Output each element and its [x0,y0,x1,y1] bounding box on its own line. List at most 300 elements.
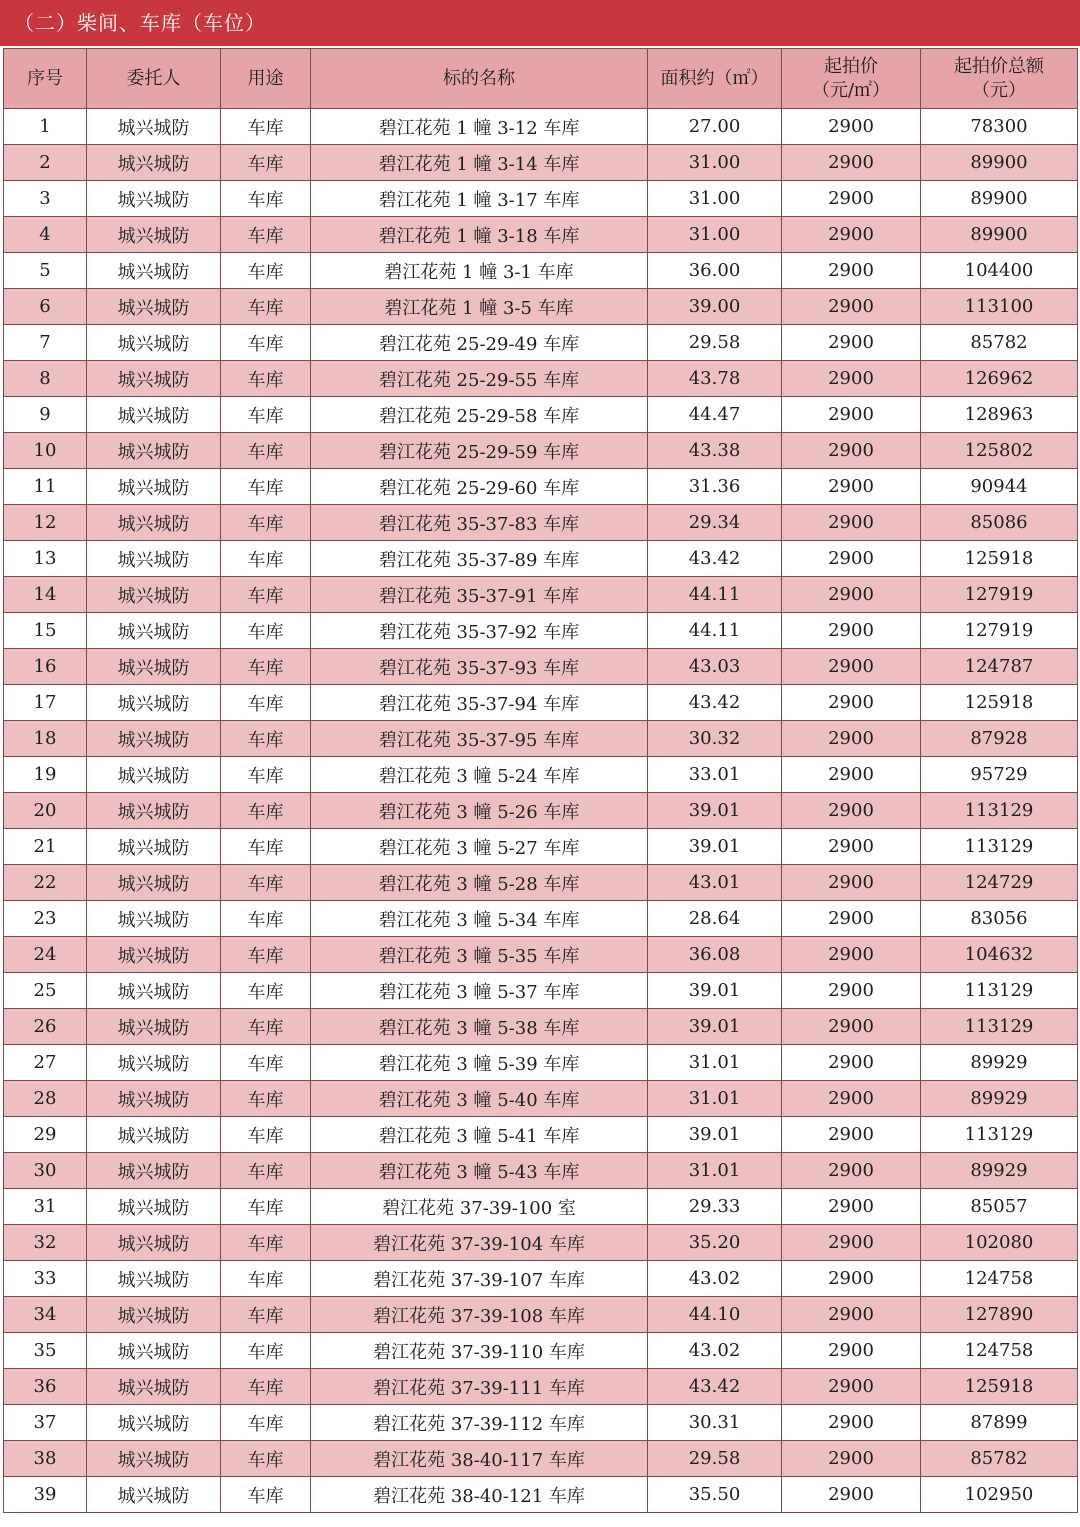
cell-use: 车库 [221,433,311,469]
cell-area: 39.01 [648,973,782,1009]
cell-name: 碧江花苑 1 幢 3-12 车库 [311,109,648,145]
col-header-use: 用途 [221,49,311,109]
table-row [4,1261,1078,1297]
cell-name: 碧江花苑 38-40-121 车库 [311,1477,648,1513]
cell-area: 28.64 [648,901,782,937]
cell-seq: 13 [4,541,87,577]
cell-seq: 14 [4,577,87,613]
cell-price: 2900 [782,1441,921,1477]
cell-seq: 2 [4,145,87,181]
cell-entrust: 城兴城防 [87,865,221,901]
table-row [4,613,1078,649]
cell-area: 35.50 [648,1477,782,1513]
cell-use: 车库 [221,1081,311,1117]
cell-price: 2900 [782,217,921,253]
cell-use: 车库 [221,1477,311,1513]
cell-entrust: 城兴城防 [87,469,221,505]
cell-name: 碧江花苑 35-37-94 车库 [311,685,648,721]
cell-price: 2900 [782,397,921,433]
cell-total: 102080 [921,1225,1078,1261]
col-header-seq: 序号 [4,49,87,109]
cell-seq: 25 [4,973,87,1009]
cell-price: 2900 [782,901,921,937]
table-row [4,289,1078,325]
cell-total: 125918 [921,1369,1078,1405]
cell-area: 36.08 [648,937,782,973]
table-row [4,757,1078,793]
table-row [4,541,1078,577]
cell-area: 43.01 [648,865,782,901]
cell-total: 113129 [921,973,1078,1009]
cell-total: 127919 [921,577,1078,613]
cell-total: 113129 [921,829,1078,865]
cell-entrust: 城兴城防 [87,1009,221,1045]
cell-use: 车库 [221,469,311,505]
cell-total: 90944 [921,469,1078,505]
cell-total: 85086 [921,505,1078,541]
cell-seq: 24 [4,937,87,973]
cell-use: 车库 [221,1009,311,1045]
col-header-area: 面积约（㎡） [648,49,782,109]
table-row [4,1369,1078,1405]
cell-total: 124758 [921,1333,1078,1369]
cell-name: 碧江花苑 3 幢 5-41 车库 [311,1117,648,1153]
cell-price: 2900 [782,1297,921,1333]
cell-entrust: 城兴城防 [87,577,221,613]
auction-table [3,48,1078,1513]
col-header-price-line1: 起拍价 [824,55,878,77]
cell-price: 2900 [782,793,921,829]
table-row [4,577,1078,613]
cell-name: 碧江花苑 3 幢 5-37 车库 [311,973,648,1009]
cell-price: 2900 [782,973,921,1009]
cell-price: 2900 [782,613,921,649]
col-header-price-line2: （元/㎡） [811,79,891,101]
cell-area: 44.47 [648,397,782,433]
cell-area: 43.42 [648,685,782,721]
cell-seq: 1 [4,109,87,145]
cell-area: 43.03 [648,649,782,685]
cell-area: 33.01 [648,757,782,793]
cell-area: 31.00 [648,181,782,217]
cell-entrust: 城兴城防 [87,793,221,829]
cell-use: 车库 [221,1153,311,1189]
cell-name: 碧江花苑 3 幢 5-27 车库 [311,829,648,865]
cell-area: 31.00 [648,145,782,181]
cell-use: 车库 [221,1045,311,1081]
col-header-total [921,49,1078,109]
cell-use: 车库 [221,1297,311,1333]
cell-entrust: 城兴城防 [87,937,221,973]
cell-name: 碧江花苑 25-29-58 车库 [311,397,648,433]
cell-use: 车库 [221,613,311,649]
cell-entrust: 城兴城防 [87,289,221,325]
table-row [4,1225,1078,1261]
table-row [4,901,1078,937]
cell-total: 95729 [921,757,1078,793]
cell-entrust: 城兴城防 [87,901,221,937]
cell-seq: 35 [4,1333,87,1369]
cell-entrust: 城兴城防 [87,1333,221,1369]
cell-use: 车库 [221,253,311,289]
cell-name: 碧江花苑 25-29-60 车库 [311,469,648,505]
cell-seq: 38 [4,1441,87,1477]
cell-use: 车库 [221,1333,311,1369]
table-row [4,973,1078,1009]
cell-name: 碧江花苑 25-29-55 车库 [311,361,648,397]
cell-seq: 11 [4,469,87,505]
cell-total: 125802 [921,433,1078,469]
cell-entrust: 城兴城防 [87,217,221,253]
cell-name: 碧江花苑 3 幢 5-38 车库 [311,1009,648,1045]
cell-entrust: 城兴城防 [87,397,221,433]
table-row [4,1477,1078,1513]
cell-name: 碧江花苑 35-37-83 车库 [311,505,648,541]
cell-price: 2900 [782,1117,921,1153]
cell-seq: 32 [4,1225,87,1261]
cell-use: 车库 [221,1261,311,1297]
table-row [4,1297,1078,1333]
cell-seq: 34 [4,1297,87,1333]
col-header-total-line1: 起拍价总额 [954,55,1044,77]
cell-total: 124787 [921,649,1078,685]
table-row [4,1333,1078,1369]
cell-entrust: 城兴城防 [87,1369,221,1405]
cell-entrust: 城兴城防 [87,1117,221,1153]
cell-seq: 20 [4,793,87,829]
cell-use: 车库 [221,325,311,361]
table-row [4,181,1078,217]
cell-price: 2900 [782,433,921,469]
cell-use: 车库 [221,1189,311,1225]
cell-use: 车库 [221,289,311,325]
cell-seq: 3 [4,181,87,217]
cell-area: 43.42 [648,541,782,577]
cell-area: 43.78 [648,361,782,397]
cell-entrust: 城兴城防 [87,109,221,145]
cell-price: 2900 [782,1009,921,1045]
cell-seq: 39 [4,1477,87,1513]
cell-use: 车库 [221,1441,311,1477]
cell-total: 125918 [921,685,1078,721]
cell-name: 碧江花苑 25-29-59 车库 [311,433,648,469]
cell-price: 2900 [782,505,921,541]
cell-total: 113129 [921,793,1078,829]
cell-seq: 8 [4,361,87,397]
table-row [4,217,1078,253]
cell-use: 车库 [221,973,311,1009]
cell-name: 碧江花苑 35-37-93 车库 [311,649,648,685]
cell-name: 碧江花苑 37-39-110 车库 [311,1333,648,1369]
cell-use: 车库 [221,109,311,145]
table-row [4,793,1078,829]
table-row [4,325,1078,361]
cell-price: 2900 [782,541,921,577]
table-row [4,1117,1078,1153]
cell-seq: 30 [4,1153,87,1189]
cell-use: 车库 [221,937,311,973]
cell-total: 127890 [921,1297,1078,1333]
cell-price: 2900 [782,361,921,397]
col-header-name: 标的名称 [311,49,648,109]
cell-area: 29.33 [648,1189,782,1225]
cell-total: 89900 [921,145,1078,181]
cell-area: 30.31 [648,1405,782,1441]
table-row [4,1189,1078,1225]
cell-seq: 16 [4,649,87,685]
table-row [4,1405,1078,1441]
cell-entrust: 城兴城防 [87,505,221,541]
table-row [4,1441,1078,1477]
cell-entrust: 城兴城防 [87,433,221,469]
cell-total: 87899 [921,1405,1078,1441]
cell-name: 碧江花苑 1 幢 3-14 车库 [311,145,648,181]
cell-name: 碧江花苑 3 幢 5-39 车库 [311,1045,648,1081]
cell-name: 碧江花苑 1 幢 3-5 车库 [311,289,648,325]
cell-seq: 31 [4,1189,87,1225]
cell-name: 碧江花苑 3 幢 5-35 车库 [311,937,648,973]
cell-seq: 33 [4,1261,87,1297]
cell-price: 2900 [782,325,921,361]
cell-price: 2900 [782,1405,921,1441]
cell-total: 104632 [921,937,1078,973]
cell-entrust: 城兴城防 [87,145,221,181]
cell-entrust: 城兴城防 [87,757,221,793]
cell-area: 29.58 [648,325,782,361]
cell-area: 29.34 [648,505,782,541]
cell-seq: 21 [4,829,87,865]
cell-total: 113129 [921,1009,1078,1045]
cell-name: 碧江花苑 37-39-112 车库 [311,1405,648,1441]
cell-use: 车库 [221,1405,311,1441]
cell-use: 车库 [221,685,311,721]
cell-seq: 10 [4,433,87,469]
cell-name: 碧江花苑 3 幢 5-34 车库 [311,901,648,937]
table-header-row [4,49,1078,109]
cell-use: 车库 [221,721,311,757]
cell-total: 104400 [921,253,1078,289]
cell-entrust: 城兴城防 [87,1261,221,1297]
cell-entrust: 城兴城防 [87,1189,221,1225]
cell-entrust: 城兴城防 [87,361,221,397]
cell-area: 39.01 [648,1009,782,1045]
cell-total: 89900 [921,181,1078,217]
cell-total: 89900 [921,217,1078,253]
cell-entrust: 城兴城防 [87,1153,221,1189]
cell-name: 碧江花苑 35-37-91 车库 [311,577,648,613]
col-header-price [782,49,921,109]
cell-price: 2900 [782,1477,921,1513]
cell-use: 车库 [221,505,311,541]
cell-name: 碧江花苑 25-29-49 车库 [311,325,648,361]
cell-use: 车库 [221,1369,311,1405]
cell-entrust: 城兴城防 [87,181,221,217]
cell-total: 89929 [921,1045,1078,1081]
cell-name: 碧江花苑 38-40-117 车库 [311,1441,648,1477]
cell-use: 车库 [221,793,311,829]
table-row [4,1153,1078,1189]
cell-name: 碧江花苑 3 幢 5-40 车库 [311,1081,648,1117]
cell-seq: 18 [4,721,87,757]
cell-seq: 12 [4,505,87,541]
cell-seq: 15 [4,613,87,649]
cell-entrust: 城兴城防 [87,613,221,649]
cell-total: 128963 [921,397,1078,433]
cell-use: 车库 [221,829,311,865]
cell-total: 113100 [921,289,1078,325]
cell-price: 2900 [782,1369,921,1405]
cell-seq: 17 [4,685,87,721]
cell-seq: 7 [4,325,87,361]
table-row [4,505,1078,541]
table-row [4,109,1078,145]
cell-seq: 19 [4,757,87,793]
cell-total: 102950 [921,1477,1078,1513]
section-title: （二）柴间、车库（车位） [0,0,1080,46]
cell-area: 31.36 [648,469,782,505]
cell-entrust: 城兴城防 [87,721,221,757]
cell-price: 2900 [782,469,921,505]
cell-seq: 37 [4,1405,87,1441]
cell-name: 碧江花苑 37-39-111 车库 [311,1369,648,1405]
cell-name: 碧江花苑 1 幢 3-1 车库 [311,253,648,289]
cell-area: 39.01 [648,829,782,865]
cell-area: 44.10 [648,1297,782,1333]
cell-area: 31.01 [648,1081,782,1117]
cell-total: 85782 [921,1441,1078,1477]
table-row [4,721,1078,757]
cell-entrust: 城兴城防 [87,325,221,361]
cell-area: 30.32 [648,721,782,757]
cell-total: 89929 [921,1081,1078,1117]
cell-name: 碧江花苑 37-39-108 车库 [311,1297,648,1333]
table-row [4,649,1078,685]
cell-name: 碧江花苑 35-37-92 车库 [311,613,648,649]
table-row [4,253,1078,289]
cell-entrust: 城兴城防 [87,829,221,865]
cell-name: 碧江花苑 37-39-107 车库 [311,1261,648,1297]
cell-entrust: 城兴城防 [87,1081,221,1117]
cell-use: 车库 [221,217,311,253]
cell-entrust: 城兴城防 [87,973,221,1009]
cell-price: 2900 [782,253,921,289]
cell-entrust: 城兴城防 [87,1441,221,1477]
cell-entrust: 城兴城防 [87,253,221,289]
cell-area: 27.00 [648,109,782,145]
cell-use: 车库 [221,181,311,217]
table-row [4,1045,1078,1081]
cell-area: 43.02 [648,1261,782,1297]
cell-price: 2900 [782,181,921,217]
cell-area: 29.58 [648,1441,782,1477]
cell-seq: 4 [4,217,87,253]
cell-total: 126962 [921,361,1078,397]
cell-use: 车库 [221,865,311,901]
col-header-entrust: 委托人 [87,49,221,109]
cell-total: 89929 [921,1153,1078,1189]
cell-price: 2900 [782,1153,921,1189]
cell-price: 2900 [782,1045,921,1081]
cell-total: 127919 [921,613,1078,649]
table-body [4,109,1078,1513]
cell-price: 2900 [782,1261,921,1297]
cell-seq: 9 [4,397,87,433]
cell-entrust: 城兴城防 [87,1225,221,1261]
table-row [4,829,1078,865]
cell-price: 2900 [782,721,921,757]
cell-area: 39.01 [648,793,782,829]
cell-seq: 27 [4,1045,87,1081]
cell-price: 2900 [782,289,921,325]
table-row [4,469,1078,505]
cell-total: 125918 [921,541,1078,577]
table-row [4,145,1078,181]
cell-price: 2900 [782,145,921,181]
cell-name: 碧江花苑 3 幢 5-43 车库 [311,1153,648,1189]
cell-seq: 23 [4,901,87,937]
cell-price: 2900 [782,865,921,901]
cell-area: 39.00 [648,289,782,325]
cell-area: 39.01 [648,1117,782,1153]
cell-price: 2900 [782,109,921,145]
cell-seq: 5 [4,253,87,289]
cell-name: 碧江花苑 3 幢 5-24 车库 [311,757,648,793]
table-row [4,361,1078,397]
table-row [4,1081,1078,1117]
table-row [4,865,1078,901]
table-row [4,433,1078,469]
table-row [4,937,1078,973]
cell-use: 车库 [221,541,311,577]
cell-total: 113129 [921,1117,1078,1153]
cell-entrust: 城兴城防 [87,1297,221,1333]
cell-name: 碧江花苑 1 幢 3-18 车库 [311,217,648,253]
cell-name: 碧江花苑 3 幢 5-26 车库 [311,793,648,829]
cell-use: 车库 [221,145,311,181]
cell-price: 2900 [782,649,921,685]
table-row [4,685,1078,721]
cell-area: 31.01 [648,1153,782,1189]
table-row [4,397,1078,433]
cell-use: 车库 [221,757,311,793]
cell-seq: 28 [4,1081,87,1117]
cell-total: 83056 [921,901,1078,937]
cell-entrust: 城兴城防 [87,541,221,577]
cell-price: 2900 [782,1225,921,1261]
cell-use: 车库 [221,649,311,685]
cell-price: 2900 [782,937,921,973]
cell-total: 124758 [921,1261,1078,1297]
cell-area: 36.00 [648,253,782,289]
col-header-total-line2: （元） [972,79,1026,101]
cell-price: 2900 [782,577,921,613]
cell-total: 124729 [921,865,1078,901]
cell-entrust: 城兴城防 [87,1405,221,1441]
cell-use: 车库 [221,901,311,937]
cell-entrust: 城兴城防 [87,1045,221,1081]
cell-price: 2900 [782,1189,921,1225]
cell-seq: 22 [4,865,87,901]
cell-name: 碧江花苑 35-37-95 车库 [311,721,648,757]
cell-price: 2900 [782,685,921,721]
cell-area: 44.11 [648,613,782,649]
cell-entrust: 城兴城防 [87,685,221,721]
cell-name: 碧江花苑 3 幢 5-28 车库 [311,865,648,901]
cell-name: 碧江花苑 35-37-89 车库 [311,541,648,577]
cell-total: 85782 [921,325,1078,361]
cell-price: 2900 [782,757,921,793]
cell-name: 碧江花苑 37-39-100 室 [311,1189,648,1225]
